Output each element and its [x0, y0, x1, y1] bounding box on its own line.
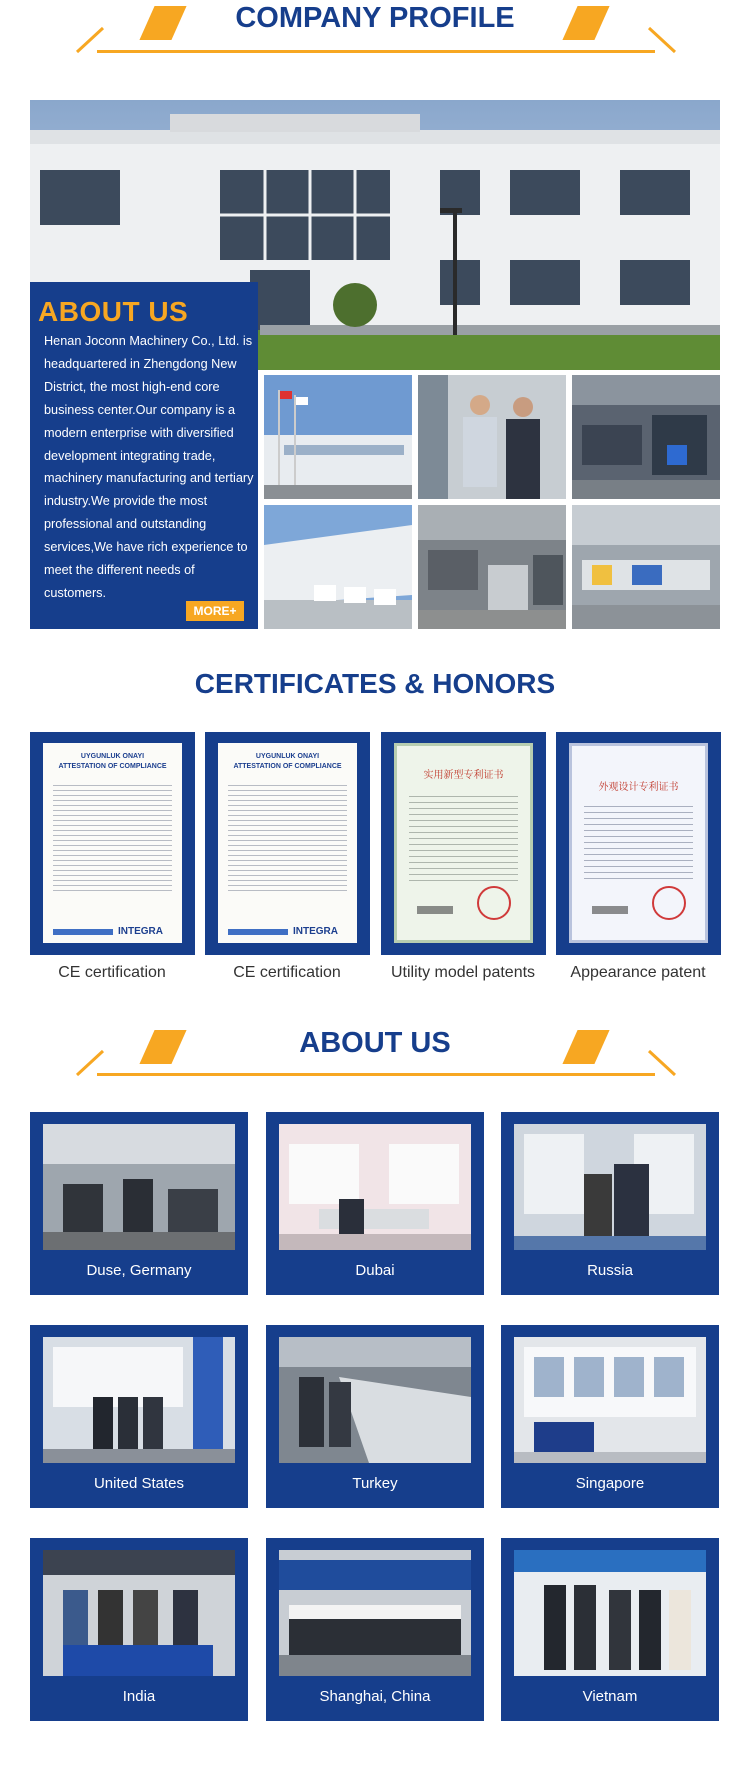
certificate-header: UYGUNLUK ONAYI	[255, 753, 320, 760]
exhibition-location: Singapore	[575, 1475, 645, 1492]
certificate-footer-bar	[228, 929, 288, 935]
about-title: ABOUT US	[38, 296, 189, 327]
utility-patent-document	[394, 743, 533, 943]
certificate-card[interactable]	[556, 732, 721, 955]
exhibition-location: Duse, Germany	[86, 1262, 192, 1279]
signature-mark	[417, 906, 453, 914]
exhibition-card[interactable]	[501, 1325, 719, 1508]
exhibition-photo	[43, 1550, 235, 1676]
certificate-subheader: ATTESTATION OF COMPLIANCE	[58, 763, 167, 770]
factory-flags-photo	[264, 375, 412, 499]
assembly-line-photo	[572, 505, 720, 629]
exhibition-location: Russia	[587, 1262, 633, 1279]
exhibition-photo	[43, 1124, 235, 1250]
certificate-label: Appearance patent	[570, 964, 706, 981]
exhibition-location: Turkey	[352, 1475, 398, 1492]
certificates-heading: CERTIFICATES & HONORS	[194, 668, 556, 699]
about-description: Henan Joconn Machinery Co., Ltd. is headquartered in Zhengdong New District, the most high-end core business center.Our company is a modern enterprise with diversified development integrating trade, machinery manufacturing and tertiary industry.We provide the most professional and outstanding services,We have rich experience to meet the different needs of customers.	[44, 334, 254, 600]
exhibition-card[interactable]	[30, 1112, 248, 1295]
signature-mark	[592, 906, 628, 914]
exhibition-card[interactable]	[30, 1538, 248, 1721]
exhibition-photo	[279, 1550, 471, 1676]
official-seal-icon	[652, 886, 686, 920]
more-button[interactable]: MORE+	[186, 601, 244, 621]
exhibition-card[interactable]	[501, 1112, 719, 1295]
heading-underline	[97, 1073, 655, 1076]
certificate-label: CE certification	[233, 964, 341, 981]
official-seal-icon	[477, 886, 511, 920]
certificate-text-lines	[53, 781, 172, 891]
design-patent-document	[569, 743, 708, 943]
certificate-header: UYGUNLUK ONAYI	[80, 753, 145, 760]
exhibition-photo	[43, 1337, 235, 1463]
exhibition-photo	[514, 1337, 706, 1463]
exhibition-location: Vietnam	[582, 1688, 638, 1705]
exhibition-location: United States	[93, 1475, 185, 1492]
certificate-card[interactable]	[381, 732, 546, 955]
certificate-footer-logo: INTEGRA	[118, 926, 163, 937]
production-floor-photo	[418, 505, 566, 629]
certificate-label: Utility model patents	[390, 964, 536, 981]
certificate-card[interactable]	[205, 732, 370, 955]
certificate-text-lines	[409, 791, 518, 881]
exhibition-photo	[279, 1337, 471, 1463]
heading-underline	[97, 50, 655, 53]
certificate-subheader: ATTESTATION OF COMPLIANCE	[233, 763, 342, 770]
page-title: COMPANY PROFILE	[235, 2, 515, 34]
exhibition-card[interactable]	[266, 1112, 484, 1295]
certificate-header: 外观设计专利证书	[598, 782, 679, 793]
certificate-label: CE certification	[58, 964, 166, 981]
exhibition-location: Shanghai, China	[319, 1688, 431, 1705]
exhibition-card[interactable]	[30, 1325, 248, 1508]
certificate-footer-logo: INTEGRA	[293, 926, 338, 937]
exhibition-photo	[514, 1124, 706, 1250]
exhibition-card[interactable]	[266, 1325, 484, 1508]
exhibition-location: Dubai	[355, 1262, 395, 1279]
exhibition-photo	[514, 1550, 706, 1676]
certificate-footer-bar	[53, 929, 113, 935]
certificate-text-lines	[584, 801, 693, 881]
certificate-card[interactable]	[30, 732, 195, 955]
certificate-text-lines	[228, 781, 347, 891]
exhibition-card[interactable]	[266, 1538, 484, 1721]
about-us-heading: ABOUT US	[299, 1027, 451, 1059]
warehouse-trucks-photo	[264, 505, 412, 629]
ce-certificate-document	[218, 743, 357, 943]
exhibition-card[interactable]	[501, 1538, 719, 1721]
business-meeting-photo	[418, 375, 566, 499]
certificate-header: 实用新型专利证书	[423, 770, 504, 781]
exhibition-photo	[279, 1124, 471, 1250]
exhibition-location: India	[122, 1688, 156, 1705]
workshop-machinery-photo	[572, 375, 720, 499]
ce-certificate-document	[43, 743, 182, 943]
